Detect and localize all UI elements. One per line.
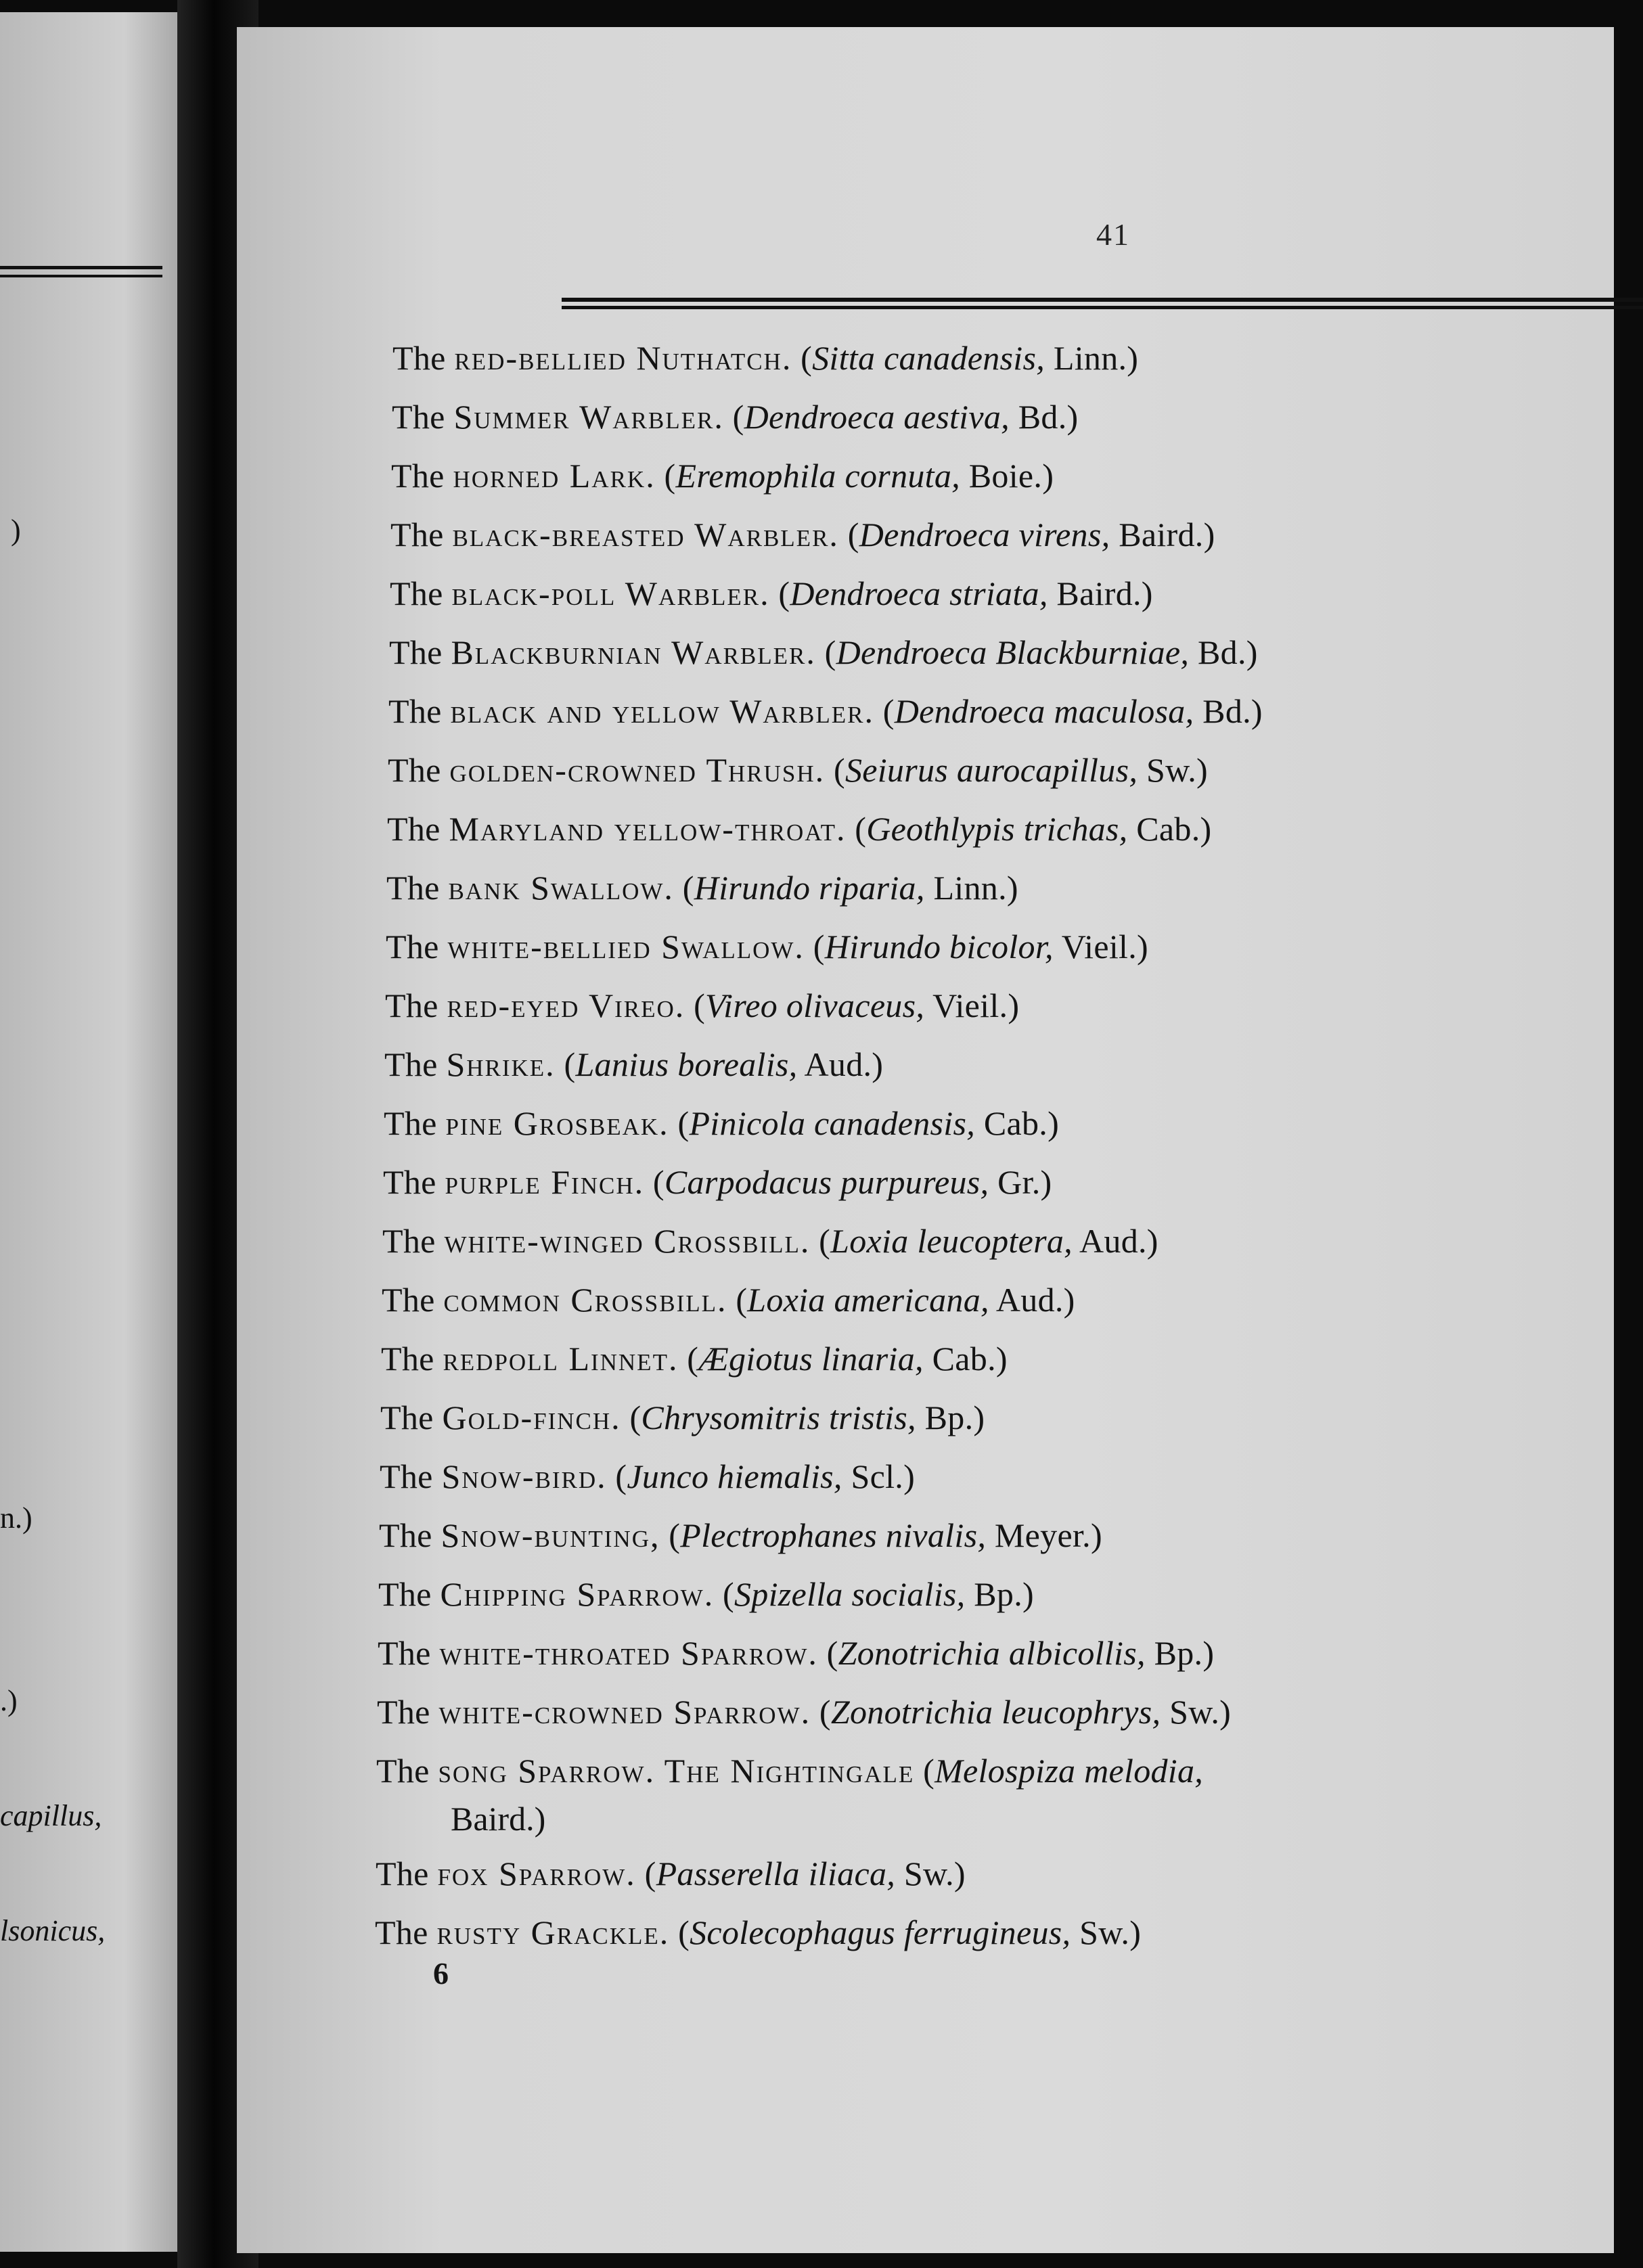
authority: Baird.) (1110, 516, 1215, 553)
left-page-fragment: ) (11, 514, 21, 547)
left-page-rule (0, 275, 162, 277)
page-number: 41 (1096, 217, 1130, 252)
common-name: redpoll Linnet. (443, 1340, 679, 1378)
entry-article: The (388, 692, 451, 730)
authority: Bp.) (916, 1399, 985, 1436)
scientific-name: Melospiza melodia, (935, 1752, 1204, 1790)
scientific-name: Dendroeca Blackburniae, (836, 633, 1190, 671)
entry-article: The (376, 1855, 438, 1893)
bird-entry: The Gold-finch. (Chrysomitris tristis, Bp.) (380, 1399, 985, 1436)
bird-entry: The redpoll Linnet. (Ægiotus linaria, Cab.) (381, 1340, 1008, 1378)
scientific-name: Passerella iliaca, (656, 1855, 896, 1893)
bird-entry: The red-bellied Nuthatch. (Sitta canadensis, Linn.) (392, 339, 1139, 377)
scientific-name: Loxia americana, (747, 1281, 989, 1319)
bird-entry: The purple Finch. (Carpodacus purpureus, Gr.) (383, 1163, 1052, 1201)
entry-article: The (386, 928, 448, 966)
entry-article: The (392, 339, 455, 377)
common-name: white-winged Crossbill. (444, 1222, 811, 1260)
scientific-name: Scolecophagus ferrugineus, (690, 1913, 1071, 1952)
scientific-name: Spizella socialis, (734, 1575, 966, 1613)
bird-entry: The white-bellied Swallow. (Hirundo bicolor, Vieil.) (386, 928, 1148, 966)
scientific-name: Junco hiemalis, (627, 1457, 842, 1495)
authority: Cab.) (923, 1340, 1008, 1378)
authority: Vieil.) (924, 986, 1020, 1024)
bird-entry: The Chipping Sparrow. (Spizella socialis, Bp.) (378, 1575, 1034, 1613)
bird-entry: The red-eyed Vireo. (Vireo olivaceus, Vieil.) (385, 986, 1020, 1024)
authority: Vieil.) (1053, 928, 1148, 966)
common-name: fox Sparrow. (437, 1855, 636, 1893)
common-name: red-eyed Vireo. (447, 986, 685, 1024)
scientific-name: Carpodacus purpureus, (664, 1163, 989, 1201)
entry-article: The (388, 751, 450, 789)
entry-article: The (375, 1913, 437, 1952)
scientific-name: Chrysomitris tristis, (641, 1399, 916, 1436)
common-name: Shrike. (446, 1045, 556, 1083)
common-name: white-throated Sparrow. (439, 1634, 818, 1672)
entry-article: The (379, 1516, 441, 1554)
scientific-name: Ægiotus linaria, (698, 1340, 924, 1378)
scientific-name: Loxia leucoptera, (830, 1222, 1073, 1260)
scientific-name: Pinicola canadensis, (689, 1104, 976, 1142)
common-name: Snow-bunting, (441, 1516, 660, 1554)
left-page-fragment: lsonicus, (0, 1914, 106, 1947)
common-name: horned Lark. (453, 457, 656, 495)
bird-entry: The Snow-bunting, (Plectrophanes nivalis, Meyer.) (379, 1516, 1102, 1554)
authority: Bd.) (1194, 692, 1263, 730)
common-name: Summer Warbler. (453, 398, 724, 436)
scientific-name: Dendroeca maculosa, (894, 692, 1194, 730)
scientific-name: Zonotrichia leucophrys, (830, 1693, 1161, 1731)
bird-entry: The white-throated Sparrow. (Zonotrichia albicollis, Bp.) (378, 1634, 1215, 1672)
bird-entry: The white-crowned Sparrow. (Zonotrichia leucophrys, Sw.) (377, 1693, 1232, 1731)
scientific-name: Hirundo bicolor, (824, 928, 1054, 966)
authority: Cab.) (1127, 810, 1212, 848)
header-rule-thick (562, 298, 1643, 302)
entry-continuation: Baird.) (451, 1800, 546, 1838)
bird-entry: The Summer Warbler. (Dendroeca aestiva, Bd.) (392, 398, 1079, 436)
entry-article: The (391, 457, 453, 495)
common-name: Chipping Sparrow. (440, 1575, 715, 1613)
entry-article: The (377, 1693, 439, 1731)
entry-article: The (384, 1045, 447, 1083)
entry-article: The (390, 516, 453, 553)
scientific-name: Geothlypis trichas, (866, 810, 1128, 848)
authority: Sw.) (895, 1855, 966, 1893)
authority: Meyer.) (986, 1516, 1102, 1554)
authority: Aud.) (989, 1281, 1075, 1319)
scientific-name: Sitta canadensis, (812, 339, 1045, 377)
entry-article: The (389, 633, 451, 671)
entry-article: The (376, 1752, 438, 1790)
entry-article: The (380, 1399, 443, 1436)
authority: Scl.) (842, 1457, 916, 1495)
authority: Bd.) (1009, 398, 1079, 436)
common-name: black-poll Warbler. (451, 574, 770, 612)
bird-entry: The white-winged Crossbill. (Loxia leucoptera, Aud.) (382, 1222, 1158, 1260)
header-double-rule (562, 298, 1643, 313)
authority: Bd.) (1189, 633, 1258, 671)
scientific-name: Dendroeca aestiva, (744, 398, 1010, 436)
common-name: red-bellied Nuthatch. (454, 339, 792, 377)
authority: Linn.) (924, 869, 1018, 907)
authority: Sw.) (1071, 1913, 1142, 1952)
authority: Baird.) (1048, 574, 1153, 612)
bird-entry: The song Sparrow. The Nightingale (Melospiza melodia, (376, 1752, 1204, 1790)
entry-article: The (387, 810, 449, 848)
bird-entry: The Maryland yellow-throat. (Geothlypis trichas, Cab.) (387, 810, 1212, 848)
common-name: Gold-finch. (442, 1399, 621, 1436)
authority: Aud.) (1072, 1222, 1158, 1260)
bird-entry: The Blackburnian Warbler. (Dendroeca Blackburniae, Bd.) (389, 633, 1258, 671)
entry-article: The (390, 574, 452, 612)
common-name: white-crowned Sparrow. (438, 1693, 811, 1731)
bird-entry: The pine Grosbeak. (Pinicola canadensis, Cab.) (384, 1104, 1060, 1142)
entry-article: The (392, 398, 454, 436)
common-name: black-breasted Warbler. (452, 516, 839, 553)
authority: Sw.) (1138, 751, 1208, 789)
entry-article: The (382, 1222, 445, 1260)
common-name: common Crossbill. (443, 1281, 727, 1319)
left-facing-page (0, 12, 177, 2252)
common-name: purple Finch. (445, 1163, 645, 1201)
left-page-rule (0, 266, 162, 269)
bird-entry: The black-breasted Warbler. (Dendroeca virens, Baird.) (390, 516, 1215, 553)
scientific-name: Plectrophanes nivalis, (680, 1516, 987, 1554)
bird-entry: The Snow-bird. (Junco hiemalis, Scl.) (380, 1457, 916, 1495)
entry-article: The (382, 1281, 444, 1319)
scientific-name: Seiurus aurocapillus, (845, 751, 1138, 789)
bird-entry: The horned Lark. (Eremophila cornuta, Boie.) (391, 457, 1054, 495)
common-name: golden-crowned Thrush. (449, 751, 826, 789)
entry-article: The (386, 869, 449, 907)
common-name: Snow-bird. (441, 1457, 607, 1495)
bird-entry: The rusty Grackle. (Scolecophagus ferrugineus, Sw.) (375, 1913, 1142, 1952)
bird-entry: The golden-crowned Thrush. (Seiurus aurocapillus, Sw.) (388, 751, 1208, 789)
authority: Boie.) (960, 457, 1054, 495)
entry-article: The (378, 1575, 441, 1613)
left-page-fragment: .) (0, 1684, 18, 1717)
scientific-name: Hirundo riparia, (694, 869, 925, 907)
authority: Bp.) (965, 1575, 1034, 1613)
entry-article: The (384, 1104, 446, 1142)
bird-entry: The black and yellow Warbler. (Dendroeca maculosa, Bd.) (388, 692, 1263, 730)
scientific-name: Vireo olivaceus, (705, 986, 925, 1024)
right-page (237, 27, 1614, 2253)
authority: Cab.) (975, 1104, 1060, 1142)
scientific-name: Lanius borealis, (575, 1045, 798, 1083)
bird-entry: The black-poll Warbler. (Dendroeca striata, Baird.) (390, 574, 1153, 612)
header-rule-thin (562, 306, 1643, 309)
common-name: white-bellied Swallow. (447, 928, 805, 966)
signature-mark: 6 (433, 1956, 449, 1991)
entry-article: The (385, 986, 447, 1024)
scientific-name: Dendroeca striata, (790, 574, 1048, 612)
left-page-fragment: n.) (0, 1501, 32, 1535)
left-page-fragment: capillus, (0, 1799, 102, 1832)
bird-entry: The Shrike. (Lanius borealis, Aud.) (384, 1045, 884, 1083)
common-name: bank Swallow. (448, 869, 674, 907)
common-name: Maryland yellow-throat. (449, 810, 847, 848)
entry-article: The (381, 1340, 443, 1378)
bird-entry: The common Crossbill. (Loxia americana, Aud.) (382, 1281, 1075, 1319)
scientific-name: Dendroeca virens, (859, 516, 1110, 553)
authority: Linn.) (1045, 339, 1139, 377)
common-name: rusty Grackle. (436, 1913, 670, 1952)
entry-article: The (378, 1634, 440, 1672)
authority: Sw.) (1161, 1693, 1232, 1731)
entry-article: The (380, 1457, 442, 1495)
scientific-name: Eremophila cornuta, (675, 457, 960, 495)
authority: Gr.) (989, 1163, 1052, 1201)
common-name: Blackburnian Warbler. (451, 633, 816, 671)
common-name: song Sparrow. The Nightingale (438, 1752, 915, 1790)
entry-article: The (383, 1163, 445, 1201)
scientific-name: Zonotrichia albicollis, (838, 1634, 1146, 1672)
bird-entry: The bank Swallow. (Hirundo riparia, Linn.) (386, 869, 1018, 907)
common-name: pine Grosbeak. (445, 1104, 669, 1142)
common-name: black and yellow Warbler. (450, 692, 874, 730)
bird-entry: The fox Sparrow. (Passerella iliaca, Sw.) (376, 1855, 966, 1893)
authority: Aud.) (797, 1045, 884, 1083)
authority: Bp.) (1145, 1634, 1215, 1672)
